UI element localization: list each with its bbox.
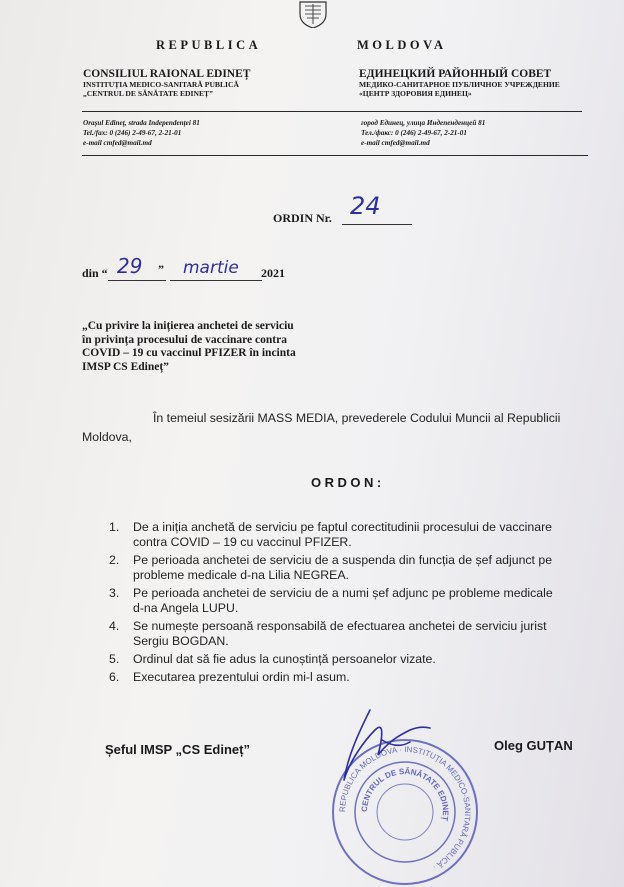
coat-of-arms-icon [296,0,330,28]
date-month-line [170,280,262,281]
subject-line: în privința procesului de vaccinare contra [82,333,287,346]
list-item [109,520,613,550]
subject-line: IMSP CS Edineț” [82,360,169,373]
preamble-line-1: În temeiul sesizării MASS MEDIA, prevederele Codului Muncii al Republicii [153,411,561,425]
item-line: Se numește persoană responsabilă de efectuarea anchetei de serviciu jurist [133,619,547,633]
order-number-line [342,224,412,225]
item-line: De a iniția anchetă de serviciu pe faptul corectitudinii procesului de vaccinare [133,520,553,534]
list-item [109,619,613,649]
date-prefix: din “ [82,266,108,280]
address-right [361,118,485,148]
institution-type-ro: INSTITUȚIA MEDICO-SANITARĂ PUBLICĂ [83,80,239,89]
header-rule-top [82,111,582,112]
handwritten-signature [330,700,440,790]
date-day-line [108,280,166,281]
item-number: 2. [109,553,120,567]
order-title: ORDIN Nr. [273,211,332,225]
list-item [109,586,613,616]
item-number: 5. [109,652,120,666]
institution-type-ru: МЕДИКО-САНИТАРНОЕ ПУБЛИЧНОЕ УЧРЕЖДЕНИЕ [359,80,560,89]
order-items [109,520,613,688]
council-name-ru: ЕДИНЕЦКИЙ РАЙОННЫЙ СОВЕТ [359,68,552,80]
header-rule-bottom [82,155,588,156]
date-close-quote: ” [158,262,164,276]
address-right-street: город Единец, улица Индепенденцей 81 [361,119,486,127]
subject-line: COVID – 19 cu vaccinul PFIZER în incinta [82,347,296,359]
stamp-outer-text: REPUBLICA MOLDOVA · INSTITUȚIA MEDICO-SANITARĂ PUBLICĂ · [337,744,473,872]
item-number: 1. [109,520,120,534]
list-item [109,670,613,685]
institution-left [83,68,333,98]
country-right: MOLDOVA [357,38,447,52]
institution-name-ru: «ЦЕНТР ЗДОРОВИЯ ЕДИНЕЦ» [359,89,472,98]
order-subject [82,320,296,374]
list-item [109,652,613,667]
item-line: Pe perioada anchetei de serviciu de a suspenda din funcția de șef adjunct pe [133,553,553,567]
address-right-email: e-mail cmfed@mail.md [361,139,430,147]
list-item [109,553,613,583]
address-right-phone: Тел./факс: 0 (246) 2-49-67, 2-21-01 [361,129,467,137]
date-day: 29 [117,254,143,278]
item-line: Executarea prezentului ordin mi-l asum. [133,670,350,684]
date-year: 2021 [261,266,285,280]
subject-line: „Cu privire la inițierea anchetei de serviciu [82,320,294,332]
order-number: 24 [350,192,381,220]
council-name-ro: CONSILIUL RAIONAL EDINEȚ [83,68,251,80]
country-left: REPUBLICA [156,38,262,52]
item-line: Pe perioada anchetei de serviciu de a numi șef adjunc pe probleme medicale [133,586,553,600]
item-line: contra COVID – 19 cu vaccinul PFIZER. [133,535,352,549]
stamp-inner-text: CENTRUL DE SĂNĂTATE EDINEȚ [359,766,451,822]
address-left-phone: Tel./fax: 0 (246) 2-49-67, 2-21-01 [83,129,182,137]
item-number: 4. [109,619,120,633]
item-line: d-na Angela LUPU. [133,601,239,615]
ordon-heading: ORDON: [311,475,385,490]
date-month: martie [183,258,239,278]
institution-right [359,68,609,98]
item-number: 3. [109,586,120,600]
address-left-street: Orașul Edineț, strada Independenței 81 [83,119,200,127]
item-line: Ordinul dat să fie adus la cunoștință persoanelor vizate. [133,652,436,666]
preamble-line-2: Moldova, [82,430,132,444]
item-line: probleme medicale d-na Lilia NEGREA. [133,568,349,582]
item-line: Sergiu BOGDAN. [133,634,229,648]
item-number: 6. [109,670,120,684]
address-left-email: e-mail cmfed@mail.md [83,139,152,147]
institution-name-ro: „CENTRUL DE SĂNĂTATE EDINEȚ” [83,89,213,98]
signatory-name: Oleg GUȚAN [494,738,573,753]
signatory-position: Șeful IMSP „CS Edineț” [105,742,250,757]
address-left [83,118,200,148]
